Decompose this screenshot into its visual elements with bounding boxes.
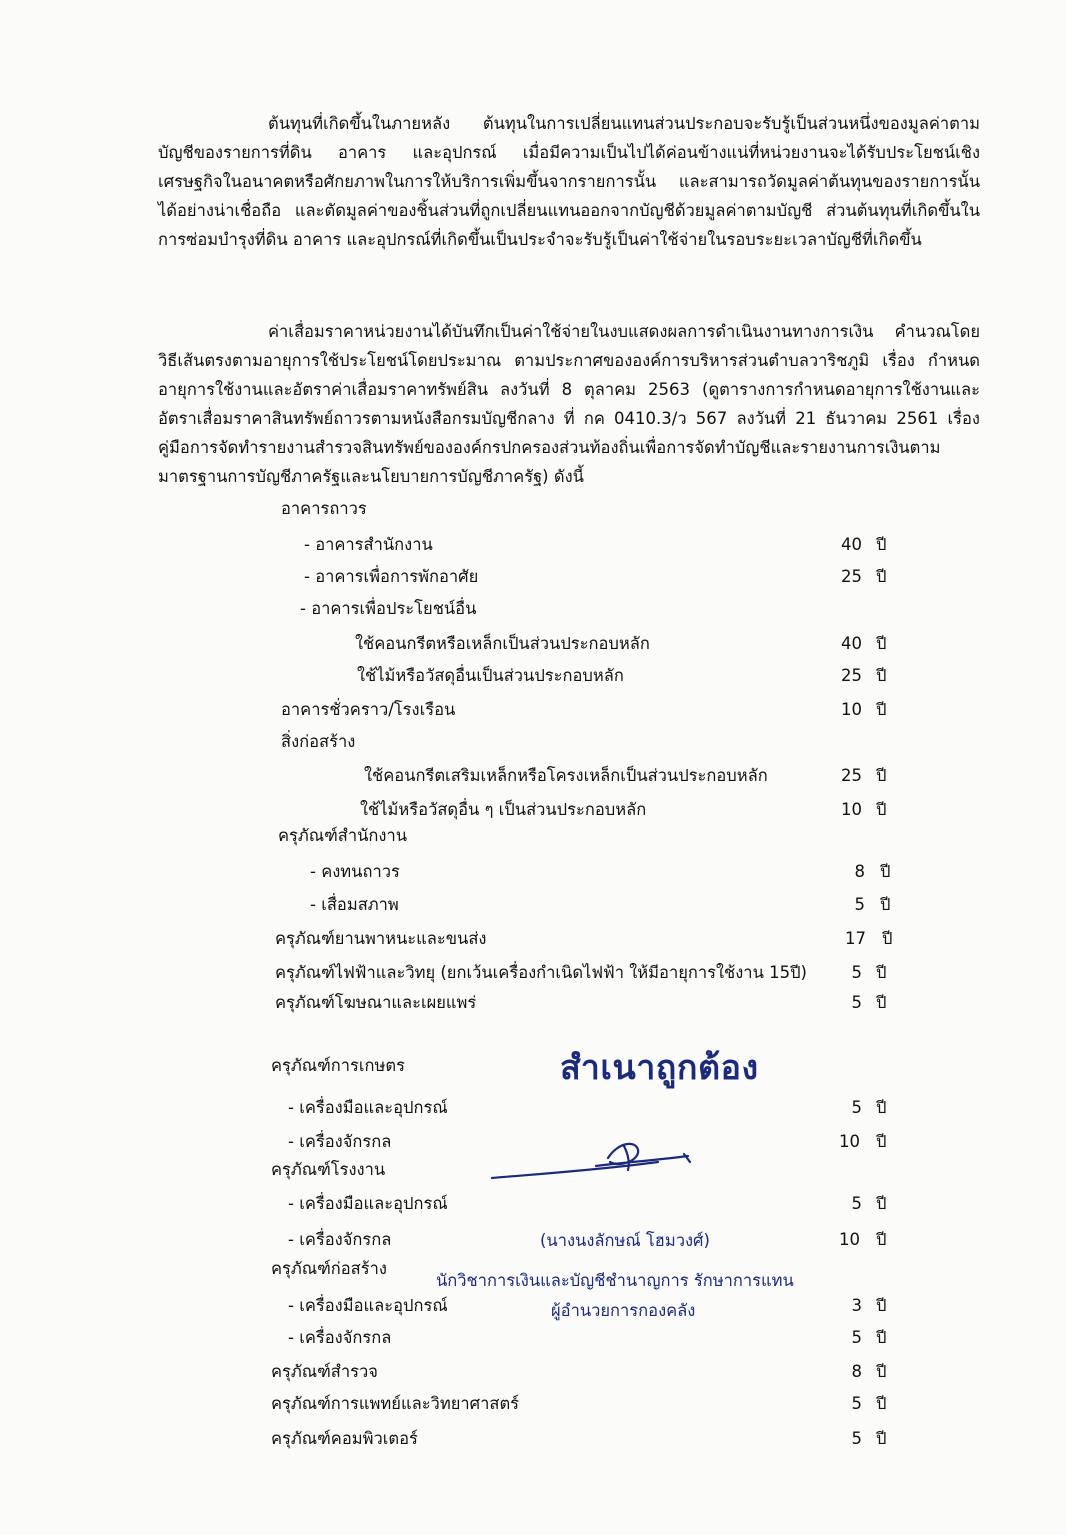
asset-category-label: - เครื่องจักรกล xyxy=(288,1132,392,1151)
years-unit: ปี xyxy=(876,1394,887,1413)
years-unit: ปี xyxy=(876,1230,887,1249)
schedule-row xyxy=(0,1292,1066,1320)
useful-life-years: 10 xyxy=(839,1132,860,1151)
years-unit: ปี xyxy=(882,929,893,948)
years-unit: ปี xyxy=(876,766,887,785)
asset-category-label: สิ่งก่อสร้าง xyxy=(281,732,356,751)
schedule-row xyxy=(0,1425,1066,1453)
asset-category-label: อาคารชั่วคราว/โรงเรือน xyxy=(281,700,456,719)
useful-life-years: 5 xyxy=(851,1394,862,1413)
signer-department: ผู้อำนวยการกองคลัง xyxy=(551,1301,696,1320)
useful-life-years: 10 xyxy=(841,800,862,819)
schedule-row xyxy=(0,1190,1066,1218)
asset-category-label: ครุภัณฑ์โฆษณาและเผยแพร่ xyxy=(275,993,477,1012)
asset-category-label: ครุภัณฑ์การเกษตร xyxy=(271,1056,405,1075)
useful-life-years: 25 xyxy=(841,567,862,586)
asset-category-label: ครุภัณฑ์ยานพาหนะและขนส่ง xyxy=(275,929,487,948)
useful-life-years: 5 xyxy=(851,963,862,982)
schedule-row xyxy=(0,1358,1066,1386)
asset-category-label: ครุภัณฑ์คอมพิวเตอร์ xyxy=(271,1429,418,1448)
useful-life-years: 5 xyxy=(851,1194,862,1213)
schedule-row xyxy=(0,762,1066,790)
years-unit: ปี xyxy=(876,1328,887,1347)
schedule-row xyxy=(0,959,1066,987)
schedule-row xyxy=(0,531,1066,559)
asset-category-label: ครุภัณฑ์ไฟฟ้าและวิทยุ (ยกเว้นเครื่องกำเนิดไฟฟ้า ให้มีอายุการใช้งาน 15ปี) xyxy=(275,963,807,982)
schedule-row xyxy=(0,696,1066,724)
useful-life-years: 40 xyxy=(841,535,862,554)
years-unit: ปี xyxy=(876,700,887,719)
useful-life-years: 5 xyxy=(851,993,862,1012)
useful-life-years: 10 xyxy=(839,1230,860,1249)
certified-copy-stamp: สำเนาถูกต้อง xyxy=(560,1048,759,1088)
schedule-row xyxy=(0,662,1066,690)
handwritten-signature xyxy=(488,1132,698,1192)
useful-life-years: 25 xyxy=(841,766,862,785)
asset-category-label: ใช้ไม้หรือวัสดุอื่น ๆ เป็นส่วนประกอบหลัก xyxy=(360,800,647,819)
asset-category-label: ครุภัณฑ์สำรวจ xyxy=(271,1362,378,1381)
years-unit: ปี xyxy=(876,666,887,685)
years-unit: ปี xyxy=(880,862,891,881)
schedule-row xyxy=(0,1390,1066,1418)
useful-life-years: 3 xyxy=(851,1296,862,1315)
useful-life-years: 5 xyxy=(854,895,865,914)
asset-category-label: - อาคารสำนักงาน xyxy=(304,535,433,554)
paragraph-text: ค่าเสื่อมราคาหน่วยงานได้บันทึกเป็นค่าใช้จ่ายในงบแสดงผลการดำเนินงานทางการเงิน คำนวณโดยวิธีเส้นตรงตามอายุการใช้ประโยชน์โดยประมาณ ตามประกาศขององค์การบริหารส่วนตำบลวาริชภูมิ เรื่อง กำหนดอายุการใช้งานและอัตราค่าเสื่อมราคาทรัพย์สิน ลงวันที่ 8 ตุลาคม 2563 (ดูตารางการกำหนดอายุการใช้งานและอัตราเสื่อมราคาสินทรัพย์ถาวรตามหนังสือกรมบัญชีกลาง ที่ กค 0410.3/ว 567 ลงวันที่ 21 ธันวาคม 2561 เรื่อง คู่มือการจัดทำรายงานสำรวจสินทรัพย์ขององค์กรปกครองส่วนท้องถิ่นเพื่อการจัดทำบัญชีและรายงานการเงินตามมาตรฐานการบัญชีภาครัฐและนโยบายการบัญชีภาครัฐ) ดังนี้ xyxy=(158,321,980,486)
useful-life-years: 25 xyxy=(841,666,862,685)
asset-category-label: - เครื่องจักรกล xyxy=(288,1230,392,1249)
asset-category-label: ครุภัณฑ์สำนักงาน xyxy=(278,826,407,845)
schedule-row xyxy=(0,858,1066,886)
years-unit: ปี xyxy=(876,1194,887,1213)
asset-category-label: - เครื่องจักรกล xyxy=(288,1328,392,1347)
years-unit: ปี xyxy=(876,1098,887,1117)
schedule-row xyxy=(0,1094,1066,1122)
schedule-row xyxy=(0,630,1066,658)
schedule-row xyxy=(0,891,1066,919)
paragraph-depreciation xyxy=(158,317,980,491)
signer-name: (นางนงลักษณ์ โฮมวงศ์) xyxy=(540,1231,710,1250)
schedule-row xyxy=(0,728,1066,756)
years-unit: ปี xyxy=(876,535,887,554)
asset-category-label: - เสื่อมสภาพ xyxy=(310,895,399,914)
schedule-row xyxy=(0,1324,1066,1352)
useful-life-years: 40 xyxy=(841,634,862,653)
schedule-row xyxy=(0,563,1066,591)
asset-category-label: ใช้คอนกรีตหรือเหล็กเป็นส่วนประกอบหลัก xyxy=(355,634,650,653)
asset-category-label: อาคารถาวร xyxy=(281,499,367,518)
schedule-row xyxy=(0,796,1066,824)
asset-category-label: ครุภัณฑ์การแพทย์และวิทยาศาสตร์ xyxy=(271,1394,520,1413)
years-unit: ปี xyxy=(876,800,887,819)
paragraph-subsequent-costs xyxy=(158,109,980,254)
asset-category-label: - อาคารเพื่อประโยชน์อื่น xyxy=(300,599,477,618)
years-unit: ปี xyxy=(876,1429,887,1448)
asset-category-label: - เครื่องมือและอุปกรณ์ xyxy=(288,1098,448,1117)
schedule-row xyxy=(0,1226,1066,1254)
schedule-row xyxy=(0,1052,1066,1080)
useful-life-years: 5 xyxy=(851,1098,862,1117)
useful-life-years: 10 xyxy=(841,700,862,719)
years-unit: ปี xyxy=(876,1362,887,1381)
useful-life-years: 17 xyxy=(845,929,866,948)
asset-category-label: - คงทนถาวร xyxy=(310,862,400,881)
years-unit: ปี xyxy=(876,1296,887,1315)
years-unit: ปี xyxy=(880,895,891,914)
years-unit: ปี xyxy=(876,1132,887,1151)
useful-life-years: 8 xyxy=(851,1362,862,1381)
useful-life-years: 5 xyxy=(851,1328,862,1347)
asset-category-label: - อาคารเพื่อการพักอาศัย xyxy=(304,567,479,586)
years-unit: ปี xyxy=(876,993,887,1012)
years-unit: ปี xyxy=(876,567,887,586)
useful-life-years: 8 xyxy=(854,862,865,881)
signer-position: นักวิชาการเงินและบัญชีชำนาญการ รักษาการแทน xyxy=(436,1271,794,1290)
useful-life-years: 5 xyxy=(851,1429,862,1448)
asset-category-label: - เครื่องมือและอุปกรณ์ xyxy=(288,1194,448,1213)
schedule-row xyxy=(0,989,1066,1017)
asset-category-label: ครุภัณฑ์โรงงาน xyxy=(271,1160,386,1179)
schedule-row xyxy=(0,925,1066,953)
schedule-row xyxy=(0,495,1066,523)
years-unit: ปี xyxy=(876,963,887,982)
asset-category-label: ใช้ไม้หรือวัสดุอื่นเป็นส่วนประกอบหลัก xyxy=(357,666,624,685)
asset-category-label: - เครื่องมือและอุปกรณ์ xyxy=(288,1296,448,1315)
schedule-row xyxy=(0,822,1066,850)
years-unit: ปี xyxy=(876,634,887,653)
asset-category-label: ครุภัณฑ์ก่อสร้าง xyxy=(271,1259,387,1278)
schedule-row xyxy=(0,595,1066,623)
asset-category-label: ใช้คอนกรีตเสริมเหล็กหรือโครงเหล็กเป็นส่วนประกอบหลัก xyxy=(364,766,768,785)
paragraph-text: ต้นทุนที่เกิดขึ้นในภายหลัง ต้นทุนในการเปลี่ยนแทนส่วนประกอบจะรับรู้เป็นส่วนหนึ่งของมูลค่าตามบัญชีของรายการที่ดิน อาคาร และอุปกรณ์ เมื่อมีความเป็นไปได้ค่อนข้างแน่ที่หน่วยงานจะได้รับประโยชน์เชิงเศรษฐกิจในอนาคตหรือศักยภาพในการให้บริการเพิ่มขึ้นจากรายการนั้น และสามารถวัดมูลค่าต้นทุนของรายการนั้นได้อย่างน่าเชื่อถือ และตัดมูลค่าของชิ้นส่วนที่ถูกเปลี่ยนแทนออกจากบัญชีด้วยมูลค่าตามบัญชี ส่วนต้นทุนที่เกิดขึ้นในการซ่อมบำรุงที่ดิน อาคาร และอุปกรณ์ที่เกิดขึ้นเป็นประจำจะรับรู้เป็นค่าใช้จ่ายในรอบระยะเวลาบัญชีที่เกิดขึ้น xyxy=(158,113,980,249)
